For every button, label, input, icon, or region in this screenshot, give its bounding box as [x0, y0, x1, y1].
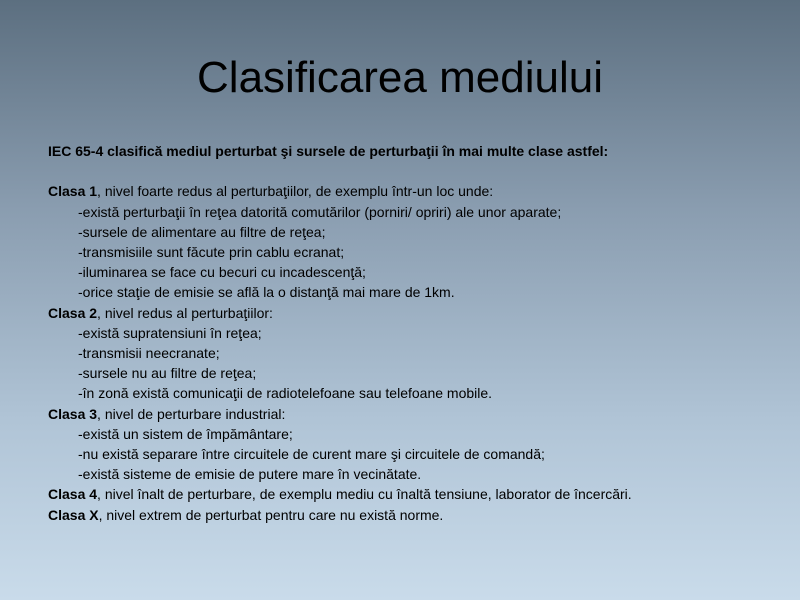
class-1-item: -transmisiile sunt făcute prin cablu ecranat; — [78, 244, 345, 260]
class-2-item: -sursele nu au filtre de reţea; — [78, 365, 257, 382]
class-2-description: , nivel redus al perturbaţiilor: — [97, 304, 273, 321]
slide-title: Clasificarea mediului — [197, 53, 603, 102]
class-x-description: , nivel extrem de perturbat pentru care nu există norme. — [98, 506, 444, 523]
class-2-item: -există supratensiuni în reţea; — [78, 324, 262, 341]
class-1-item: -iluminarea se face cu becuri cu incadescenţă; — [78, 264, 366, 281]
class-4-heading — [48, 484, 788, 504]
class-1-item: -orice staţie de emisie se află la o distanţă mai mare de 1km. — [78, 284, 455, 301]
class-3-item: -există sisteme de emisie de putere mare în vecinătate. — [78, 466, 422, 483]
class-3-heading — [48, 404, 788, 424]
class-2-heading — [48, 303, 788, 323]
slide-body — [48, 141, 788, 525]
class-4-description: , nivel înalt de perturbare, de exemplu mediu cu înaltă tensiune, laborator de încercări. — [97, 486, 632, 503]
class-4-name: Clasa 4 — [48, 486, 98, 503]
class-1-description: , nivel foarte redus al perturbaţiilor, de exemplu într-un loc unde: — [97, 183, 494, 200]
class-1-item: -sursele de alimentare au filtre de reţea; — [78, 223, 326, 240]
intro-text: IEC 65-4 clasifică mediul perturbat şi sursele de perturbaţii în mai multe clase astfel: — [48, 143, 609, 159]
class-3-item: -nu există separare între circuitele de curent mare şi circuitele de comandă; — [78, 446, 545, 463]
class-3-item: -există un sistem de împământare; — [78, 425, 293, 442]
class-1-item: -există perturbaţii în reţea datorită comutărilor (porniri/ opriri) ale unor aparate; — [78, 203, 562, 220]
class-1-heading — [48, 181, 788, 201]
class-2-item: -transmisii neecranate; — [78, 345, 220, 362]
class-x-name: Clasa X — [48, 506, 99, 523]
class-3-name: Clasa 3 — [48, 405, 98, 422]
class-2-name: Clasa 2 — [48, 304, 98, 321]
class-x-heading — [48, 505, 788, 525]
spacer — [48, 161, 788, 181]
class-1-name: Clasa 1 — [48, 183, 98, 200]
class-2-item: -în zonă există comunicaţii de radiotelefoane sau telefoane mobile. — [78, 385, 493, 402]
class-3-description: , nivel de perturbare industrial: — [97, 405, 286, 422]
